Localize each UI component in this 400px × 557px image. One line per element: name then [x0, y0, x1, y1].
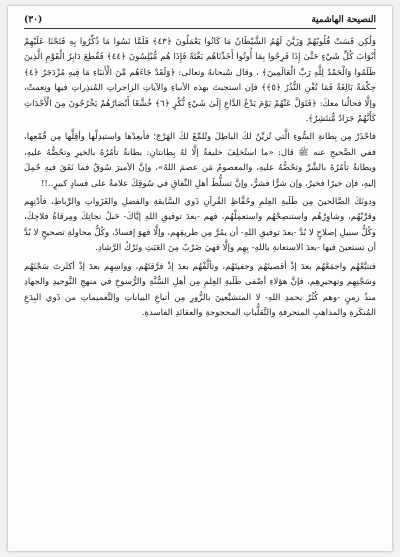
- paragraph-evil-advisors: فاحْذَرْ مِن بِطانةِ السُّوءِ الَّتي تُزيِّنُ لكَ الباطِلَ وتُلمِّعُ لكَ الهَرْجَ؛ فأبعِدْها واستبدِلْها وأقِلَّها مِن قُمْعِها، ففي الصَّحيحِ عنه ﷺ قال: «ما استُخلِفَ خليفةٌ إلَّا لهُ بِطانتانِ: بطانةٌ تأمُرُهُ بالخيرِ وتحُضُّهُ عليهِ، وبطانةٌ تأمُرُهُ بالشَّرِّ وتحُضُّهُ عليهِ، والمعصومُ مَن عصمَ اللهُ»، وإنَّ الأميرَ سُوقٌ فما نَفَقَ فيهِ حُمِلَ إليهِ، فإن خيرًا فخيرٌ، وإن شرًّا فشرٌّ، وإنَّ تسلُّطَ أهلِ النِّفاقِ في سُوقِكَ علامةٌ على فسادٍ كبيرٍ..!!: [24, 132, 376, 189]
- paragraph-gather-them: فتتبَّعْهُم واجمَعْهُم بعدَ إذْ أقصيتَهُم وجفيتَهُم، وتألَّفْهُم بعدَ إذْ فرَّقتَهُم، وواسِهِم بعدَ إذْ أكثَرتَ سَجْنَهُم وسَجْنِهِم وتهجيرِهِم، فإنَّ هؤلاءِ أصْفى طَلَبةِ العِلمِ مِن أهلِ السُّنَّةِ والرُّسوخِ في منهجِ التَّوحيدِ والجهادِ منذُ زمنٍ -وهم كُثُرٌ بحمدِ اللهِ- لا المتشبِّعينَ بالزُّورِ مِن أتباعِ البياناتِ والتَّعميماتِ من ذَوي البِدَعِ المُنكَرةِ والمذاهبِ المنحرفةِ والتَّقلُّباتِ المحجوجةِ والعقائدِ الفاسدةِ.: [24, 261, 376, 318]
- page-number: (٣٠): [24, 15, 43, 25]
- paragraph-righteous-scholars: ودونَكَ الصَّالحينَ مِن طَلَبةِ العِلمِ وحُفَّاظِ القُرآنِ ذَوي السَّابقةِ والفضلِ والغَزَواتِ والرِّباطِ، فأدْنِهِم وقرِّبْهُم، وشاوِرْهُم واستنصِحْهُم واستعمِلْهُم، فهم -بعدَ توفيقِ اللهِ إيَّاكَ- حَبلُ نجاتِكَ ومِرقاةُ فلاحِكَ، وكُلُّ سبيلِ إصلاحٍ لا بُدَّ -بعدَ توفيقِ اللهِ- أن يمُرَّ مِن طريقِهِم، وإلَّا فهوَ إفسادٌ، وكُلُّ محاولةِ تصحيحٍ لا بُدَّ أن تستعينَ فيها -بعدَ الاستعانةِ باللهِ- بِهِم وإلَّا فهيَ ضَرْبٌ مِنَ العَبَثِ وتَرْكُ الرَّشادِ.: [23, 197, 376, 254]
- header-divider: [24, 28, 376, 29]
- page-header: [24, 14, 376, 28]
- running-title: النصيحة الهاشمية: [311, 15, 376, 25]
- paragraph-quran-verses: وَلَٰكِن قَسَتْ قُلُوبُهُمْ وَزَيَّنَ لَهُمُ الشَّيْطَانُ مَا كَانُوا يَعْمَلُونَ ﴿٤٣﴾ فَلَمَّا نَسُوا مَا ذُكِّرُوا بِهِ فَتَحْنَا عَلَيْهِمْ أَبْوَابَ كُلِّ شَيْءٍ حَتَّىٰ إِذَا فَرِحُوا بِمَا أُوتُوا أَخَذْنَاهُم بَغْتَةً فَإِذَا هُم مُّبْلِسُونَ ﴿٤٤﴾ فَقُطِعَ دَابِرُ الْقَوْمِ الَّذِينَ ظَلَمُوا وَالْحَمْدُ لِلَّهِ رَبِّ الْعَالَمِينَ﴾ ، وقال سُبحانهُ وتعالى: ﴿وَلَقَدْ جَاءَهُم مِّنَ الْأَنبَاءِ مَا فِيهِ مُزْدَجَرٌ ﴿٤﴾ حِكْمَةٌ بَالِغَةٌ فَمَا تُغْنِ النُّذُرُ ﴿٥﴾﴾ فإن استجبتَ بهذه الأنباءِ والآياتِ الزاجراتِ المُنذِراتِ فيها ونِعمتْ، وإلَّا فحالُنا معكَ: ﴿فَتَوَلَّ عَنْهُمْ يَوْمَ يَدْعُ الدَّاعِ إِلَىٰ شَيْءٍ نُّكُرٍ ﴿٦﴾ خُشَّعًا أَبْصَارُهُمْ يَخْرُجُونَ مِنَ الْأَجْدَاثِ كَأَنَّهُمْ جَرَادٌ مُّنتَشِرٌ﴾.: [24, 37, 376, 125]
- document-page: [8, 6, 392, 551]
